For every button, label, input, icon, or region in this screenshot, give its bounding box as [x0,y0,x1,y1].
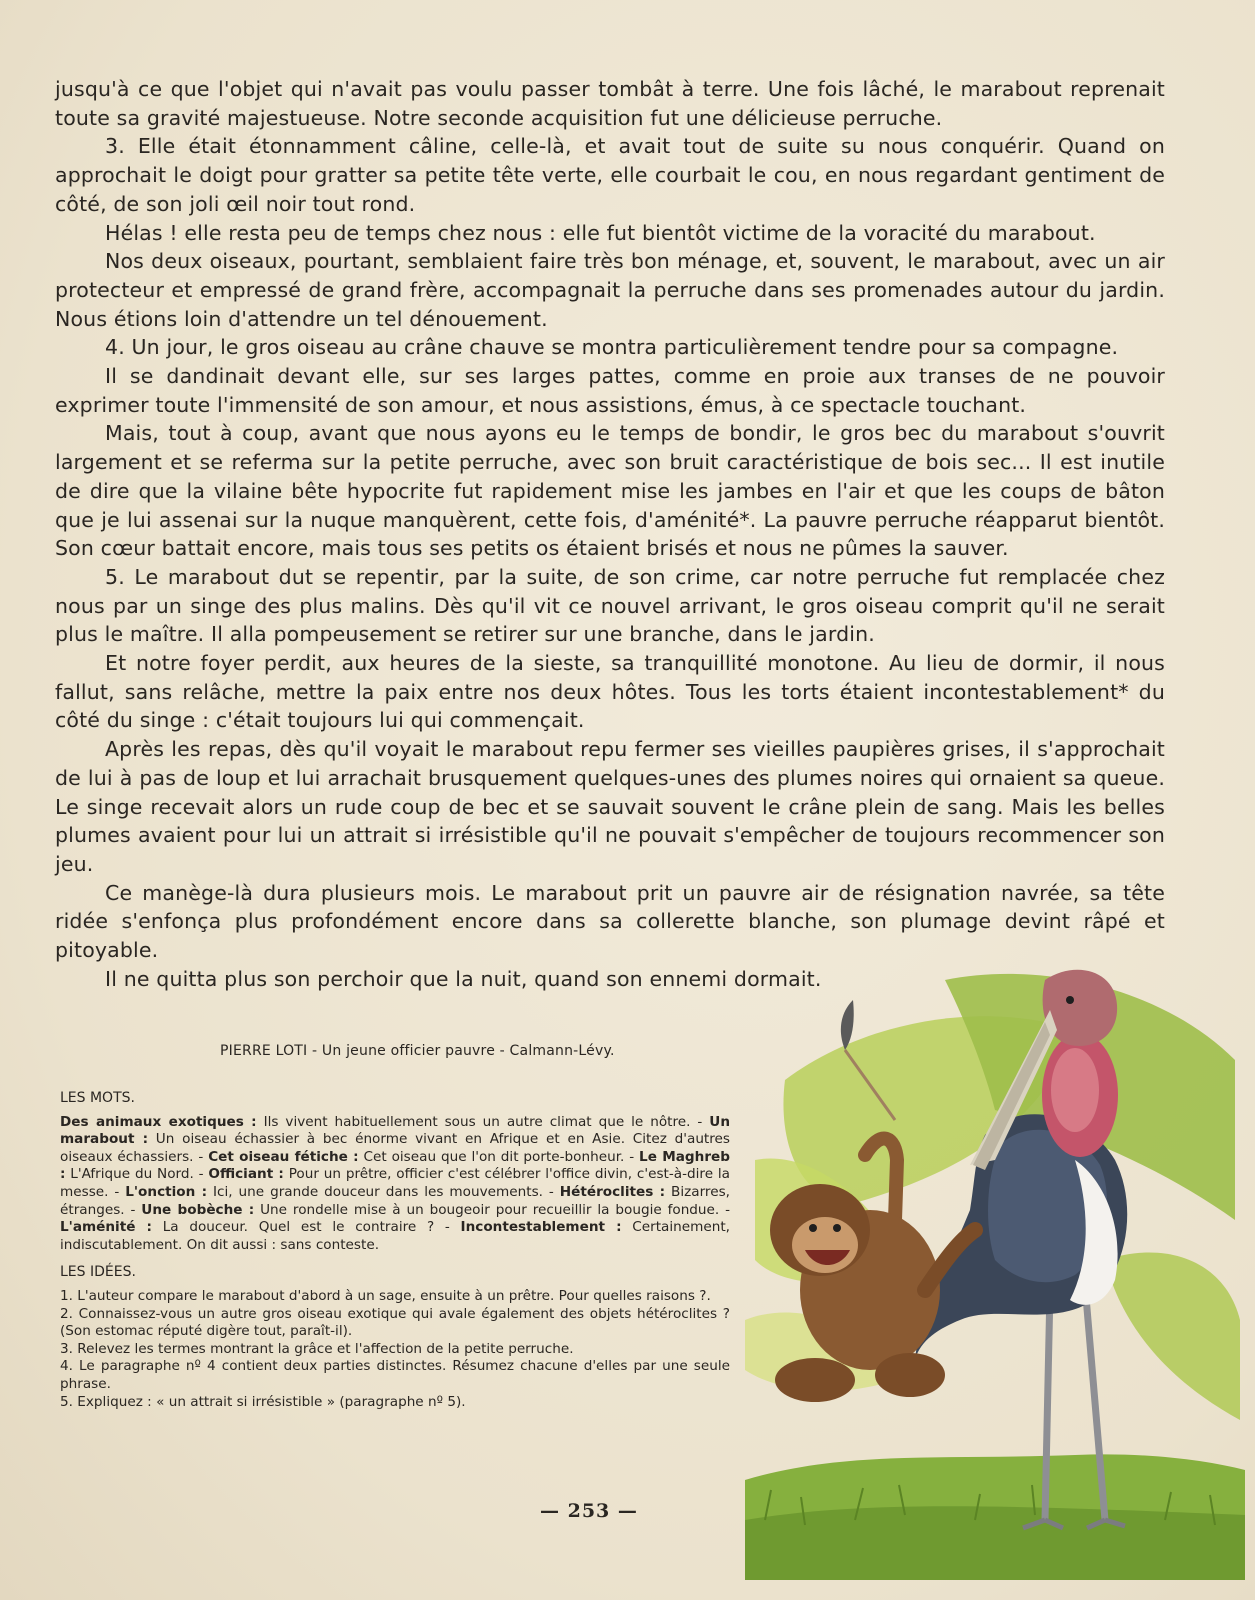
paragraph-12: Il ne quitta plus son perchoir que la nuit, quand son ennemi dormait. [105,966,822,991]
mots-def: L'Afrique du Nord. - [65,1166,209,1183]
idee-item: 1. L'auteur compare le marabout d'abord à un sage, ensuite à un prêtre. Pour quelles raisons ?. [60,1287,711,1304]
paragraph-4: Nos deux oiseaux, pourtant, semblaient faire très bon ménage, et, souvent, le marabout, avec un air protecteur et empressé de grand frère, accompagnait la perruche dans ses promenades autour du jardin. Nous étions loin d'attendre un tel dénouement. [55,249,1165,331]
paragraph-5: 4. Un jour, le gros oiseau au crâne chauve se montra particulièrement tendre pour sa compagne. [105,335,1119,360]
mots-def: Ils vivent habituellement sous un autre climat que le nôtre. - [256,1113,710,1130]
mots-def: Pour un prêtre, officier c'est célébrer l'office divin, c'est-à-dire la messe. - [60,1166,730,1200]
paragraph-6: Il se dandinait devant elle, sur ses larges pattes, comme en proie aux transes de ne pouvoir exprimer toute l'immensité de son amour, et nous assistions, émus, à ce spectacle touchant. [55,364,1165,417]
paragraph-7: Mais, tout à coup, avant que nous ayons eu le temps de bondir, le gros bec du marabout s'ouvrit largement et se referma sur la petite perruche, avec son bruit caractéristique de bois sec... Il est inutile de dire que la vilaine bête hypocrite fut rapidement mise les jambes en l'air et que les coups de bâton que je lui assenai sur la nuque manquèrent, cette fois, d'aménité*. La pauvre perruche réapparut bientôt. Son cœur battait encore, mais tous ses petits os étaient brisés et nous ne pûmes la sauver. [55,421,1165,561]
mots-def: Un oiseau échassier à bec énorme vivant en Afrique et en Asie. Citez d'autres oiseaux échassiers. - [60,1131,730,1165]
mots-def: Ici, une grande douceur dans les mouvements. - [207,1183,560,1200]
mots-term: L'onction : [125,1183,208,1200]
paragraph-2: 3. Elle était étonnamment câline, celle-là, et avait tout de suite su nous conquérir. Quand on approchait le doigt pour gratter sa petite tête verte, elle courbait le cou, en nous regardant gentiment de côté, de son joli œil noir tout rond. [55,134,1165,216]
notes-section [60,1090,730,1411]
mots-term: Hétéroclites : [559,1183,666,1200]
idees-heading: LES IDÉES. [60,1264,136,1281]
paragraph-8: 5. Le marabout dut se repentir, par la suite, de son crime, car notre perruche fut remplacée chez nous par un singe des plus malins. Dès qu'il vit ce nouvel arrivant, le gros oiseau comprit qu'il ne serait plus le maître. Il alla pompeusement se retirer sur une branche, dans le jardin. [55,564,1165,647]
mots-def: Une rondelle mise à un bougeoir pour recueillir la bougie fondue. - [254,1201,731,1218]
mots-term: Cet oiseau fétiche : [208,1148,359,1165]
source-citation: PIERRE LOTI - Un jeune officier pauvre - Calmann-Lévy. [220,1043,615,1059]
mots-def: La douceur. Quel est le contraire ? - [152,1219,461,1236]
mots-term: Officiant : [208,1166,284,1183]
mots-def: Certainement, indiscutablement. On dit aussi : sans conteste. [60,1219,730,1253]
mots-term: Le Maghreb : [60,1148,730,1183]
mots-term: Incontestablement : [460,1219,622,1236]
paragraph-3: Hélas ! elle resta peu de temps chez nous : elle fut bientôt victime de la voracité du marabout. [105,220,1096,245]
marabou-stork-and-monkey-illustration [745,960,1245,1580]
mots-term: L'aménité : [60,1219,152,1236]
mots-definitions [60,1114,730,1255]
mots-def: Cet oiseau que l'on dit porte-bonheur. - [358,1148,640,1165]
page-number: — 253 — [540,1500,638,1522]
story-text [55,75,1165,994]
idee-item: 5. Expliquez : « un attrait si irrésistible » (paragraphe nº 5). [60,1393,466,1410]
idee-item: 4. Le paragraphe nº 4 contient deux parties distinctes. Résumez chacune d'elles par une seule phrase. [60,1358,730,1392]
idee-item: 3. Relevez les termes montrant la grâce et l'affection de la petite perruche. [60,1340,574,1357]
paragraph-9: Et notre foyer perdit, aux heures de la sieste, sa tranquillité monotone. Au lieu de dormir, il nous fallut, sans relâche, mettre la paix entre nos deux hôtes. Tous les torts étaient incontestablement* du côté du singe : c'était toujours lui qui commençait. [55,651,1165,733]
mots-def: Bizarres, étranges. - [60,1183,730,1218]
mots-term: Des animaux exotiques : [60,1113,257,1130]
mots-heading: LES MOTS. [60,1090,135,1106]
idee-item: 2. Connaissez-vous un autre gros oiseau exotique qui avale également des objets hétéroclites ? (Son estomac réputé digère tout, paraît-il). [60,1305,730,1340]
paragraph-10: Après les repas, dès qu'il voyait le marabout repu fermer ses vieilles paupières grises, il s'approchait de lui à pas de loup et lui arrachait brusquement quelques-unes des plumes noires qui ornaient sa queue. Le singe recevait alors un rude coup de bec et se sauvait souvent le crâne plein de sang. Mais les belles plumes avaient pour lui un attrait si irrésistible qu'il ne pouvait s'empêcher de toujours recommencer son jeu. [55,737,1165,876]
paragraph-11: Ce manège-là dura plusieurs mois. Le marabout prit un pauvre air de résignation navrée, sa tête ridée s'enfonça plus profondément encore dans sa collerette blanche, son plumage devint râpé et pitoyable. [55,880,1165,963]
mots-term: Un marabout : [60,1113,730,1148]
paragraph-1: jusqu'à ce que l'objet qui n'avait pas voulu passer tombât à terre. Une fois lâché, le marabout reprenait toute sa gravité majestueuse. Notre seconde acquisition fut une délicieuse perruche. [55,77,1165,130]
mots-term: Une bobèche : [141,1201,255,1218]
